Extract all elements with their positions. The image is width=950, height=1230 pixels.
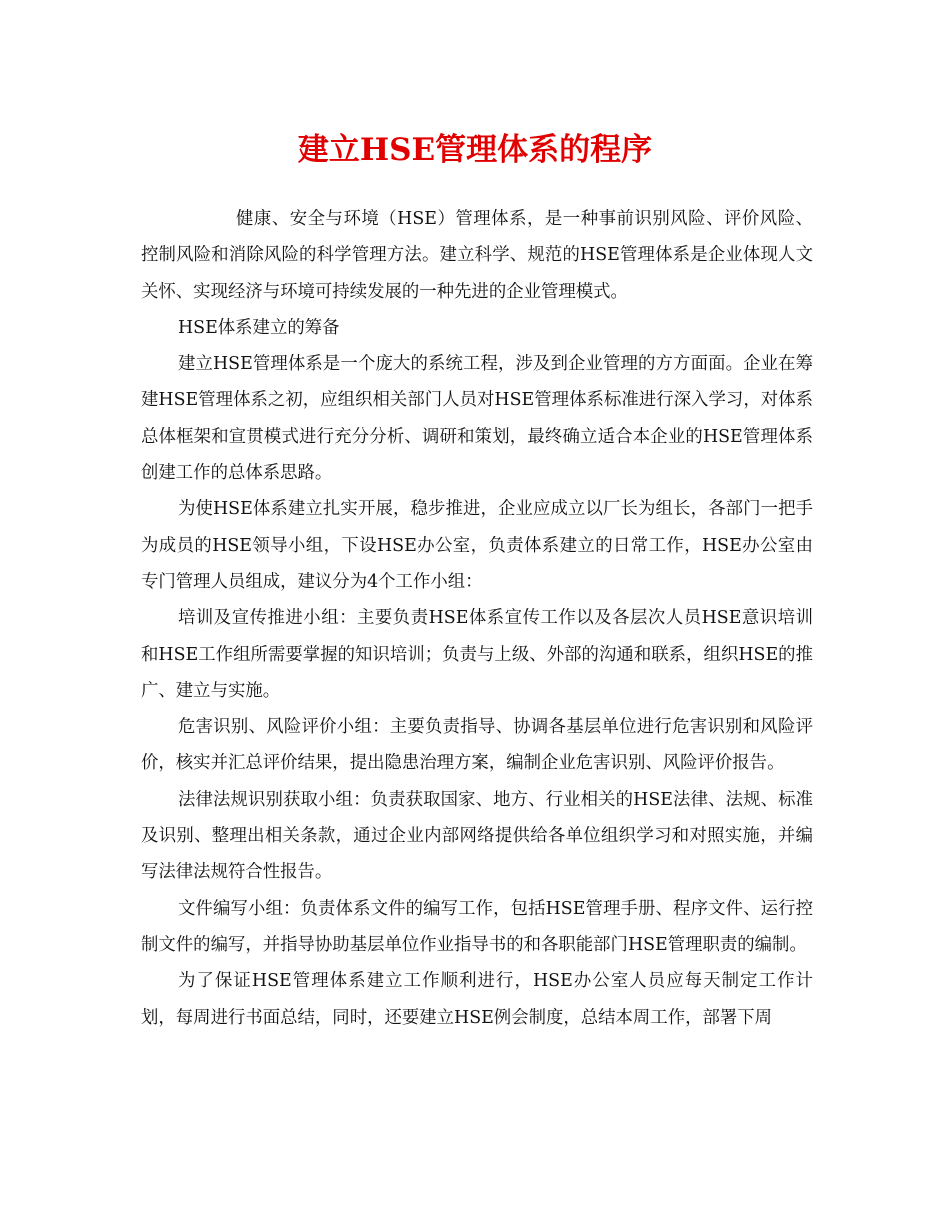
body-paragraph: 危害识别、风险评价小组：主要负责指导、协调各基层单位进行危害识别和风险评价，核实并汇总评价结果，提出隐患治理方案，编制企业危害识别、风险评价报告。 <box>141 717 813 774</box>
body-paragraph: 建立HSE管理体系是一个庞大的系统工程，涉及到企业管理的方方面面。企业在筹建HSE管理体系之初，应组织相关部门人员对HSE管理体系标准进行深入学习，对体系总体框架和宣贯模式进行充分分析、调研和策划，最终确立适合本企业的HSE管理体系创建工作的总体系思路。 <box>141 354 813 484</box>
document-body <box>141 201 813 1036</box>
body-paragraph: 文件编写小组：负责体系文件的编写工作，包括HSE管理手册、程序文件、运行控制文件的编写，并指导协助基层单位作业指导书的和各职能部门HSE管理职责的编制。 <box>141 898 813 955</box>
section-heading: HSE体系建立的筹备 <box>178 317 340 338</box>
intro-paragraph: 健康、安全与环境（HSE）管理体系，是一种事前识别风险、评价风险、控制风险和消除风险的科学管理方法。建立科学、规范的HSE管理体系是企业体现人文关怀、实现经济与环境可持续发展的一种先进的企业管理模式。 <box>141 209 813 302</box>
body-paragraph: 法律法规识别获取小组：负责获取国家、地方、行业相关的HSE法律、法规、标准及识别、整理出相关条款，通过企业内部网络提供给各单位组织学习和对照实施，并编写法律法规符合性报告。 <box>141 789 813 883</box>
body-paragraph: 为使HSE体系建立扎实开展，稳步推进，企业应成立以厂长为组长，各部门一把手为成员的HSE领导小组，下设HSE办公室，负责体系建立的日常工作，HSE办公室由专门管理人员组成，建议分为4个工作小组： <box>141 499 813 592</box>
body-paragraph: 为了保证HSE管理体系建立工作顺利进行，HSE办公室人员应每天制定工作计划，每周进行书面总结，同时，还要建立HSE例会制度，总结本周工作，部署下周 <box>141 971 813 1028</box>
document-title: 建立HSE管理体系的程序 <box>297 132 653 168</box>
body-paragraph: 培训及宣传推进小组：主要负责HSE体系宣传工作以及各层次人员HSE意识培训和HSE工作组所需要掌握的知识培训；负责与上级、外部的沟通和联系，组织HSE的推广、建立与实施。 <box>141 608 813 701</box>
